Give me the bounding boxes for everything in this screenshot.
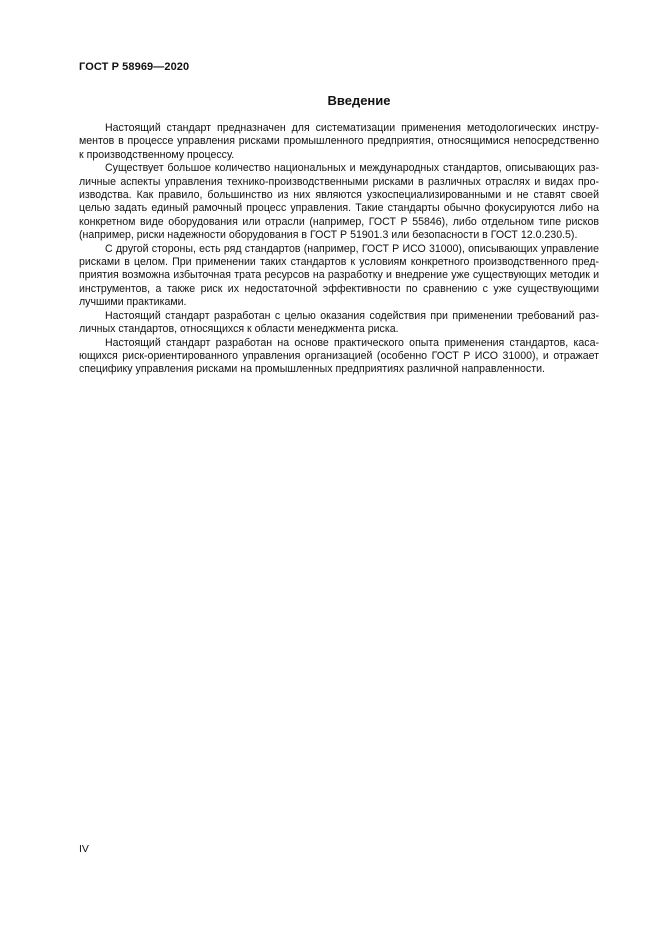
paragraph-5: Настоящий стандарт разработан на основе практического опыта применения стандартов, касающихся риск-ориентированного управления организацией (особенно ГОСТ Р ИСО 31000), и отражает специфику управления рисками на промышленных предприятиях различной направленности. — [79, 336, 599, 376]
paragraph-4: Настоящий стандарт разработан с целью оказания содействия при применении требований различных стандартов, относящихся к области менеджмента риска. — [79, 309, 599, 336]
paragraph-1: Настоящий стандарт предназначен для систематизации применения методологических инструментов в процессе управления рисками промышленного предприятия, относящимися непосредственно к производственному процессу. — [79, 122, 599, 161]
paragraph-3: С другой стороны, есть ряд стандартов (например, ГОСТ Р ИСО 31000), описывающих управление рисками в целом. При применении таких стандартов к условиям конкретного производственного предприятия возможна избыточная трата ресурсов на разработку и внедрение уже существующих методик и инструментов, а также риск их недостаточной эффективности по сравнению с уже существующими лучшими практиками. — [79, 242, 599, 309]
standard-code-header: ГОСТ Р 58969—2020 — [79, 61, 190, 73]
section-title: Введение — [327, 93, 391, 108]
paragraph-2: Существует большое количество национальных и международных стандартов, описывающих различные аспекты управления технико-производственными рисками в различных отраслях и видах производства. Как правило, большинство из них являются узкоспециализированными и не ставят своей целью задать единый рамочный процесс управления. Такие стандарты обычно фокусируются либо на конкретном виде оборудования или отрасли (например, ГОСТ Р 55846), либо отдельном типе рисков (например, риски надежности оборудования в ГОСТ Р 51901.3 или безопасности в ГОСТ 12.0.230.5). — [79, 162, 599, 242]
page-number: IV — [79, 843, 89, 855]
section-body — [79, 122, 599, 377]
